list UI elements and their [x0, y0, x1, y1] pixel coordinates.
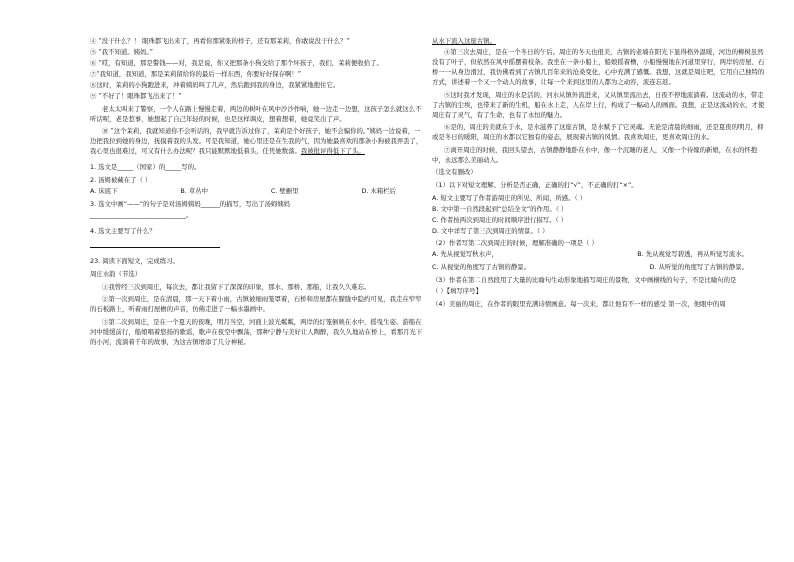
- dialogue-line-6: ⑨ “不好了！眼珠都飞出来了！”: [90, 92, 182, 100]
- article-paragraph-6: ⑥是的，周庄的美就在于水，是水滋养了这座古镇，是水赋予了它灵魂。无论是清晨的细雨，还是夏夜的明月，抑或是冬日的暖阳，周庄的水都以它独有的姿态，展现着古镇的风情。我喜欢周庄，更喜欢周庄的水。: [432, 123, 764, 142]
- article-paragraph-5: ⑤这时我才发现，周庄的水是活的，河水从镇外流进来，又从镇里流出去，日夜不停地流淌着。这流动的水，带走了古镇的尘埃，也带来了新的生机，船在水上走，人在岸上行，构成了一幅动人的画面。我想，正是这流动的水，才使周庄有了灵气，有了生命，也有了永恒的魅力。: [432, 90, 765, 119]
- dialogue-line-2: ⑤ “我不知道。姨妈。”: [90, 48, 153, 56]
- left-column: [90, 36, 426, 349]
- article-paragraph-7: ⑦离开周庄的时候，我回头望去，古镇静静地卧在水中，像一个沉睡的老人，又像一个待嫁的新娘，在水的怀抱中，永远那么美丽动人。: [432, 145, 758, 164]
- article-paragraph-4: ④第三次去周庄，是在一个冬日的午后。周庄的冬天也很美，古镇的老墙在阳光下显得格外温暖，河边的柳树虽然没有了叶子，但依然在风中摇摆着枝条。我坐在一条小船上，船娘摇着橹，小船慢慢地在河道里穿行，两岸的房屋、石桥一一从身边滑过，我仿佛看到了古镇几百年来的沧桑变化，心中充满了感慨。我想，这就是周庄吧，它用自己独特的方式，讲述着一个又一个动人的故事，让每一个来到这里的人都为之动容，流连忘返。: [432, 48, 765, 86]
- choice-row-1: [432, 249, 768, 259]
- dialogue-line-5: ⑧这时，茉莉的小狗跑进来，冲着姨妈叫了几声，然后跑到我的身边，我紧紧地抱住它。: [90, 81, 340, 89]
- underlined-sentence: 我被批评得低下了头。: [300, 147, 365, 156]
- question-1: 1. 选文是_____（国家）的_____写的。: [90, 163, 201, 172]
- option-a: A. 床底下: [90, 186, 118, 195]
- question-2-options: [90, 186, 426, 196]
- question-23: 23. 阅读下面短文，完成练习。: [90, 257, 179, 266]
- choice-d: D. 从听觉的角度写了古镇的静景。: [649, 263, 748, 272]
- question-4: 4. 选文主要写了什么？: [90, 226, 156, 235]
- question-2-prompt: （2）作者写第二次到周庄的时候，理解准确的一项是（ ）: [432, 239, 598, 248]
- continued-line-text: 从水下流入这座古镇。: [432, 37, 496, 45]
- choice-b: B. 先从视觉写碧透，再从听觉写流水。: [637, 250, 748, 259]
- judge-item-c: C. 作者按两次到周庄的时间顺序进行描写。（ ）: [432, 215, 568, 224]
- right-column: [432, 36, 768, 311]
- dialogue-line-3: ⑥ “哎，有知道，那是警钱——对，我是说，你又把那条小狗交给了那个坏孩子，我们，茉莉便收拾了。: [90, 59, 383, 67]
- article-paragraph-1: ①我曾经三次到周庄，每次去，都让我留下了深深的印象，那水、那桥、那船，让我久久难忘。: [102, 282, 371, 291]
- question-4-prompt: （4）美丽的周庄，在作者的眼里充满诗情画意。每一次来，都让他有不一样的感受 第一次，他眼中的周: [432, 299, 726, 308]
- story-paragraph-2: [90, 126, 426, 156]
- story-paragraph-2-text: ⑩ “这个茉莉，我就知道你不会听话的，我早就告诉过你了，茉莉是个好孩子，她不会骗你的。”姨妈一边说着，一边把我拉到她的身边，抚摸着我的头发。可是我知道，她心里还是在生我的气，因为她最喜欢的那条小狗被我弄丢了，我心里也很难过，可又有什么办法呢？我只能默默地低着头，任凭她数落。: [90, 127, 423, 156]
- option-c: C. 壁橱里: [270, 186, 299, 195]
- choice-row-2: [432, 262, 768, 272]
- source-note: （选文有删改）: [432, 168, 477, 177]
- question-3-prompt: （3）作者在第二自然段用了大量的比喻句生动形象地描写周庄的景物，文中画横线的句子，不是比喻句的是: [432, 276, 737, 285]
- story-paragraph-1: 老太太叫来了警察，一个人在路上慢慢走着，两边的树叶在风中沙沙作响，她一边走一边想，这孩子怎么就这么不听话呢，老是惹事，她想起了自己年轻的时候，也是这样调皮，想着想着，她竟笑出了声。: [90, 104, 422, 123]
- question-3-blank-right: （ ）【填写序号】: [432, 287, 482, 296]
- choice-c: C. 从视觉的角度写了古镇的静景。: [432, 263, 530, 272]
- dialogue-line-4: ⑦“我知道，我知道，那是茉莉留给你的最后一样东西，你要好好保存啊！”: [90, 70, 302, 78]
- article-paragraph-2: ②第一次到周庄，是在清晨，那一天下着小雨，古镇被细雨笼罩着，石桥和房屋都在朦胧中隐约可见，我走在窄窄的石板路上，听着雨打屋檐的声音，仿佛走进了一幅水墨画中。: [90, 295, 422, 314]
- continued-line: [432, 36, 768, 46]
- option-d: D. 木箱栏后: [361, 186, 396, 195]
- article-title: 周庄水韵（节选）: [90, 269, 142, 278]
- question-3-blank: ______________________________。: [90, 210, 193, 219]
- choice-a: A. 先从视觉写秋水声，: [432, 250, 498, 259]
- judge-item-d: D. 文中详写了第三次到周庄的情景。（ ）: [432, 226, 549, 235]
- question-4-answer-line: [90, 238, 426, 248]
- judge-item-a: A. 短文主要写了作者游周庄的所见、所闻、所感。（ ）: [432, 193, 587, 202]
- question-2: 2. 汤姆被藏在了（ ）: [90, 175, 152, 184]
- answer-line: [90, 239, 220, 248]
- dialogue-line-1: ④ “没干什么？！ 眼珠都飞出来了，再看你那紧张的样子，还有那茉莉，你敢说没干什么？”: [90, 37, 350, 45]
- article-paragraph-3: ③第二次到周庄，是在一个夏天的夜晚，明月当空，河面上波光粼粼，两岸的灯笼倒映在水中，摇曳生姿。游船在河中缓缓前行，船娘唱着悠扬的歌谣，歌声在夜空中飘荡，那种宁静与美好让人陶醉，我久久地站在桥上，看那月光下的小河，流淌着千年的故事，为这古镇增添了几分神秘。: [90, 317, 423, 346]
- judge-item-b: B. 文中第一自然段起到“总结全文”的作用。（ ）: [432, 204, 568, 213]
- option-b: B. 草丛中: [180, 186, 208, 195]
- question-3: 3. 选文中画“——”的句子是对汤姆姨妈______的描写，写出了汤姆姨妈: [90, 199, 291, 208]
- question-1-instructions: （1）以下对短文理解、分析是否正确，正确的打“√”，不正确的打“×”。: [432, 180, 638, 189]
